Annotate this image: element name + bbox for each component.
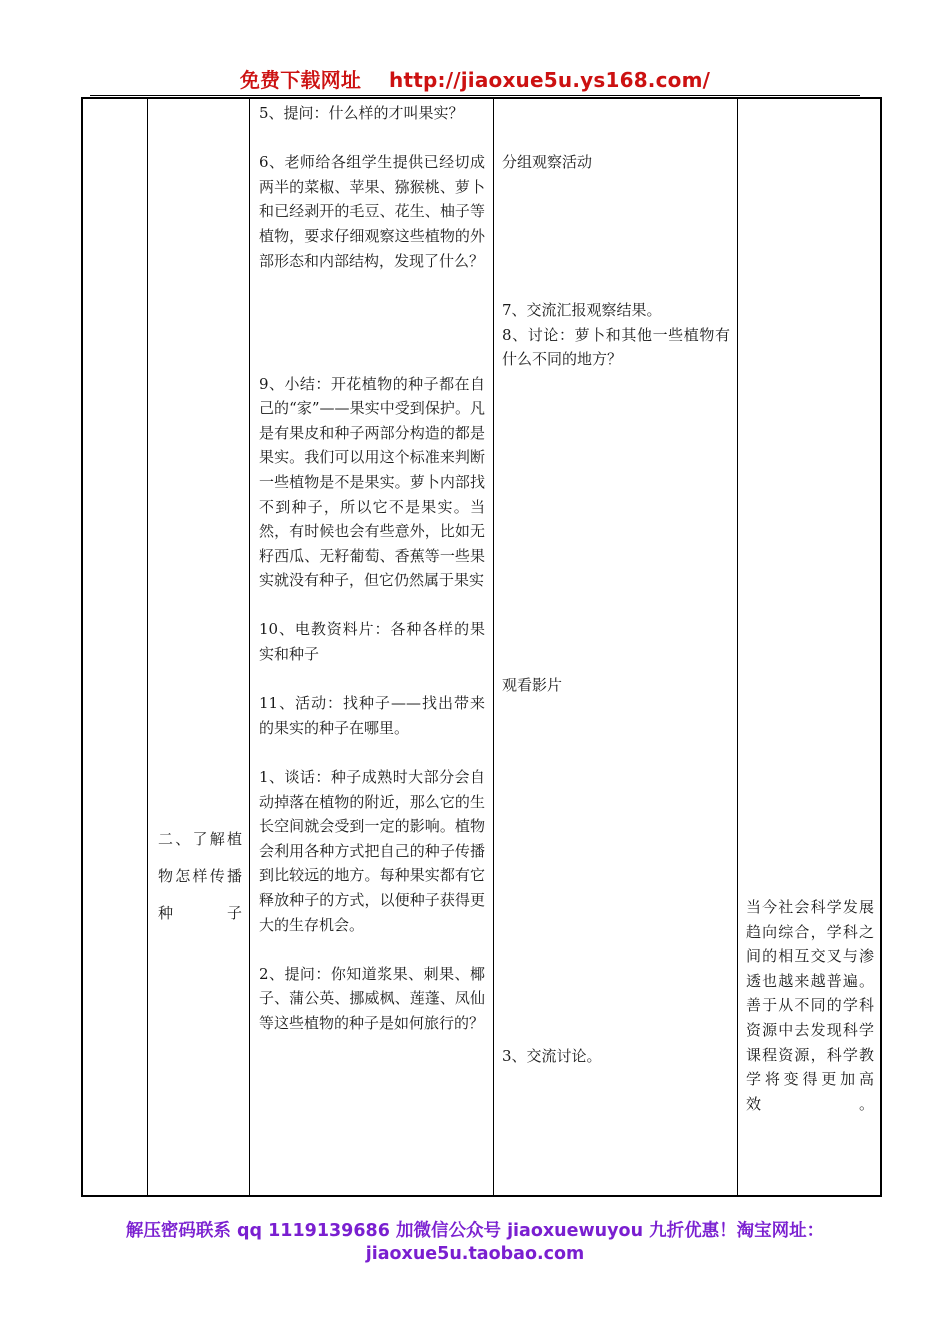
step-10-video: 10、电教资料片：各种各样的果实和种子	[259, 620, 485, 664]
page-header	[0, 64, 950, 93]
header-title: 免费下载网址	[239, 68, 362, 92]
step-6-observation-task: 6、老师给各组学生提供已经切成两半的菜椒、苹果、猕猴桃、萝卜和已经剥开的毛豆、花生、柚子等植物，要求仔细观察这些植物的外部形态和内部结构，发现了什么？	[259, 153, 485, 270]
dispersal-step-1-talk: 1、谈话：种子成熟时大部分会自动掉落在植物的附近，那么它的生长空间就会受到一定的影响。植物会利用各种方式把自己的种子传播到比较远的地方。每种果实都有它释放种子的方式，以便种子获得更大的生存机会。	[259, 768, 485, 934]
section-heading-seed-dispersal: 二、了解植物怎样传播种子	[158, 830, 242, 922]
step-5-question: 5、提问：什么样的才叫果实？	[259, 104, 464, 122]
student-activity-group-observation: 分组观察活动	[502, 153, 593, 171]
column-divider-1	[147, 99, 148, 1195]
step-8-discussion: 8、讨论：萝卜和其他一些植物有什么不同的地方？	[502, 325, 730, 369]
student-activity-watch-film: 观看影片	[502, 676, 563, 694]
step-7-report: 7、交流汇报观察结果。	[502, 301, 662, 319]
column-divider-4	[737, 99, 738, 1195]
page-footer	[0, 1220, 950, 1266]
dispersal-step-2-question: 2、提问：你知道浆果、刺果、椰子、蒲公英、挪威枫、莲蓬、凤仙等这些植物的种子是如何旅行的？	[259, 964, 485, 1032]
design-note: 当今社会科学发展趋向综合，学科之间的相互交叉与渗透也越来越普遍。善于从不同的学科资源中去发现科学课程资源，科学教学将变得更加高效。	[746, 898, 874, 1113]
footer-shop-link[interactable]: jiaoxue5u.taobao.com	[365, 1244, 585, 1264]
header-url[interactable]: http://jiaoxue5u.ys168.com/	[389, 68, 711, 92]
teacher-activities	[259, 101, 485, 1036]
step-9-summary: 9、小结：开花植物的种子都在自己的“家”——果实中受到保护。凡是有果皮和种子两部分构造的都是果实。我们可以用这个标准来判断一些植物是不是果实。萝卜内部找不到种子，所以它不是果实。当然，有时候也会有些意外，比如无籽西瓜、无籽葡萄、香蕉等一些果实就没有种子，但它仍然属于果实	[259, 374, 485, 590]
header-divider	[90, 95, 860, 96]
student-activity-discuss: 3、交流讨论。	[502, 1047, 602, 1065]
footer-contact-line: 解压密码联系 qq 1119139686 加微信公众号 jiaoxuewuyou 九折优惠！淘宝网址：	[125, 1221, 825, 1241]
column-divider-3	[493, 99, 494, 1195]
lesson-table	[81, 97, 882, 1197]
student-activities-discussion	[502, 298, 730, 372]
step-11-activity: 11、活动：找种子——找出带来的果实的种子在哪里。	[259, 694, 485, 737]
column-divider-2	[249, 99, 250, 1195]
